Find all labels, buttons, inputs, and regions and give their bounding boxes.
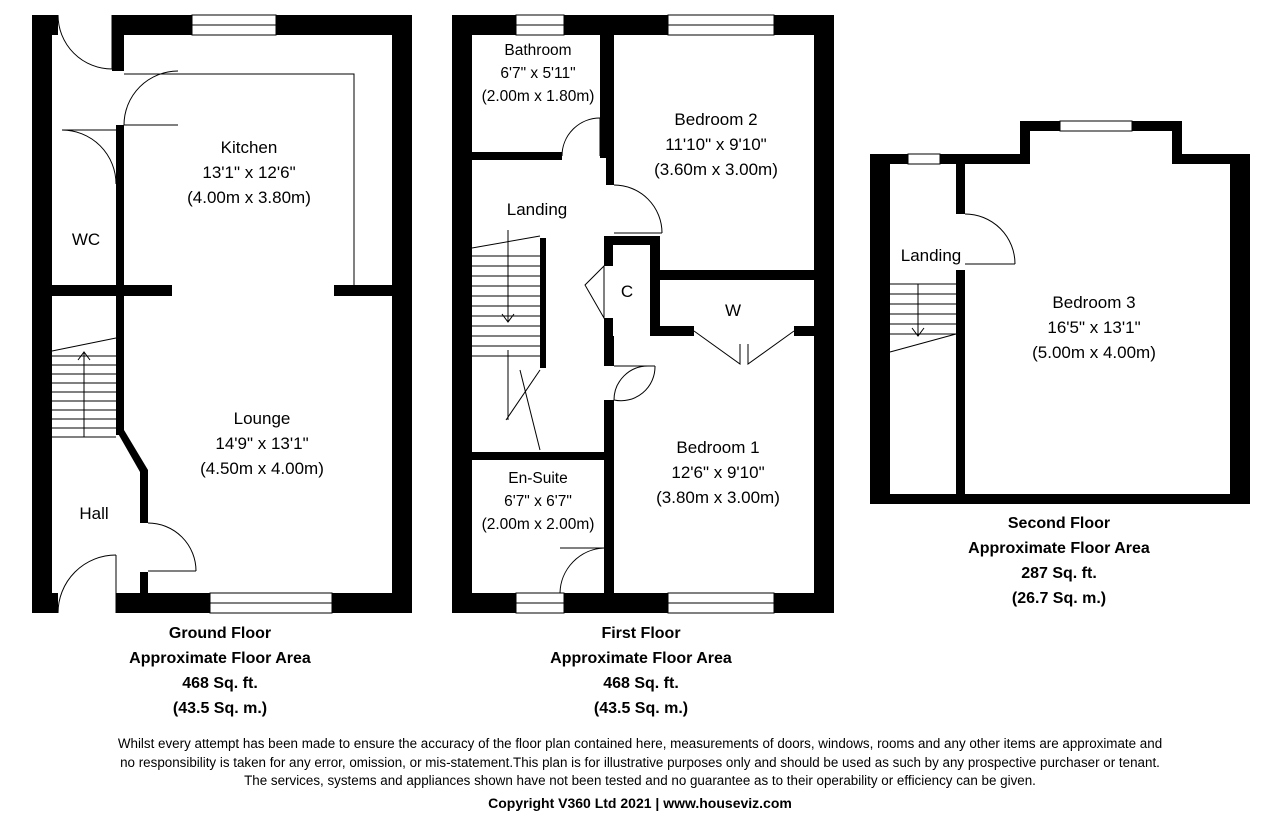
ground-floor-plan bbox=[32, 15, 412, 717]
room-name-lounge: Lounge bbox=[233, 409, 291, 428]
room-size-metric: (2.00m x 2.00m) bbox=[481, 516, 595, 533]
wall bbox=[604, 336, 614, 366]
wall bbox=[472, 452, 604, 460]
room-name-landing: Landing bbox=[900, 246, 962, 265]
wall bbox=[140, 572, 148, 593]
room-size-imperial: 11'10" x 9'10" bbox=[665, 135, 767, 154]
room-size-imperial: 16'5" x 13'1" bbox=[1047, 318, 1141, 337]
wall bbox=[650, 326, 694, 336]
floor-caption-title: Second Floor bbox=[1007, 515, 1111, 532]
wall bbox=[472, 152, 562, 160]
floor-caption-title: First Floor bbox=[601, 625, 681, 642]
wall bbox=[334, 285, 392, 296]
room-name-bedroom-1: Bedroom 1 bbox=[676, 438, 760, 457]
wall bbox=[116, 125, 124, 435]
floor-caption-sqm: (43.5 Sq. m.) bbox=[172, 700, 268, 717]
disclaimer bbox=[20, 735, 1260, 791]
room-name-bedroom-2: Bedroom 2 bbox=[674, 110, 758, 129]
floor-caption-area-label: Approximate Floor Area bbox=[550, 650, 732, 667]
wall bbox=[956, 270, 965, 494]
floor-caption-title: Ground Floor bbox=[168, 625, 272, 642]
wall bbox=[604, 400, 614, 593]
wall bbox=[956, 154, 965, 214]
disclaimer-line: The services, systems and appliances shown have not been tested and no guarantee as to their operability or efficiency can be given. bbox=[244, 773, 1036, 788]
wall bbox=[600, 35, 606, 158]
floor-caption-sqft: 468 Sq. ft. bbox=[182, 675, 258, 692]
floor-caption-area-label: Approximate Floor Area bbox=[968, 540, 1150, 557]
wall bbox=[650, 270, 814, 280]
wall bbox=[32, 593, 58, 613]
wall bbox=[870, 154, 1028, 164]
room-name-wc: WC bbox=[71, 230, 101, 249]
floor-caption-sqm: (26.7 Sq. m.) bbox=[1011, 590, 1107, 607]
room-name-hall: Hall bbox=[79, 504, 109, 523]
wall bbox=[32, 15, 52, 613]
room-size-metric: (3.60m x 3.00m) bbox=[654, 160, 778, 179]
wall bbox=[604, 318, 613, 338]
wall bbox=[794, 326, 814, 336]
room-size-metric: (4.50m x 4.00m) bbox=[200, 459, 324, 478]
window bbox=[1060, 121, 1132, 131]
room-size-metric: (2.00m x 1.80m) bbox=[481, 88, 595, 105]
wall bbox=[604, 236, 613, 266]
room-size-imperial: 14'9" x 13'1" bbox=[215, 434, 309, 453]
room-name-kitchen: Kitchen bbox=[220, 138, 278, 157]
room-size-metric: (4.00m x 3.80m) bbox=[187, 188, 311, 207]
room-size-imperial: 6'7" x 5'11" bbox=[500, 65, 576, 82]
second-floor-plan bbox=[870, 121, 1250, 607]
room-size-metric: (5.00m x 4.00m) bbox=[1032, 343, 1156, 362]
floor-caption-sqft: 468 Sq. ft. bbox=[603, 675, 679, 692]
wall bbox=[452, 15, 472, 613]
room-name-landing: Landing bbox=[506, 200, 568, 219]
wall bbox=[650, 236, 660, 336]
wall bbox=[32, 15, 58, 35]
wall bbox=[540, 238, 546, 368]
room-name-bathroom: Bathroom bbox=[504, 42, 572, 59]
floor-caption-area-label: Approximate Floor Area bbox=[129, 650, 311, 667]
wall bbox=[116, 430, 148, 523]
window bbox=[908, 154, 940, 164]
wall bbox=[1230, 154, 1250, 504]
wall bbox=[606, 35, 614, 185]
wall bbox=[870, 494, 1250, 504]
disclaimer-line: Whilst every attempt has been made to ensure the accuracy of the floor plan contained here, measurements of doors, windows, rooms and any other items are approximate and bbox=[117, 736, 1163, 751]
room-name-cupboard: C bbox=[620, 282, 634, 301]
room-size-imperial: 12'6" x 9'10" bbox=[671, 463, 765, 482]
wall bbox=[452, 593, 834, 613]
floor-caption-sqft: 287 Sq. ft. bbox=[1021, 565, 1097, 582]
floor-caption-sqm: (43.5 Sq. m.) bbox=[593, 700, 689, 717]
room-name-en-suite: En-Suite bbox=[508, 470, 568, 487]
room-name-bedroom-3: Bedroom 3 bbox=[1052, 293, 1136, 312]
copyright: Copyright V360 Ltd 2021 | www.houseviz.com bbox=[488, 795, 792, 811]
wall bbox=[870, 154, 890, 504]
wall bbox=[814, 15, 834, 613]
room-name-wardrobe: W bbox=[724, 301, 742, 320]
first-floor-plan bbox=[452, 15, 834, 717]
disclaimer-line: no responsibility is taken for any error, omission, or mis-statement.This plan is for illustrative purposes only and should be used as such by any prospective purchaser or tenant. bbox=[120, 754, 1160, 770]
room-size-metric: (3.80m x 3.00m) bbox=[656, 488, 780, 507]
room-size-imperial: 13'1" x 12'6" bbox=[202, 163, 296, 182]
wall bbox=[112, 35, 124, 71]
wall bbox=[452, 15, 834, 35]
wall bbox=[392, 15, 412, 613]
wall bbox=[52, 285, 172, 296]
room-size-imperial: 6'7" x 6'7" bbox=[504, 493, 572, 510]
